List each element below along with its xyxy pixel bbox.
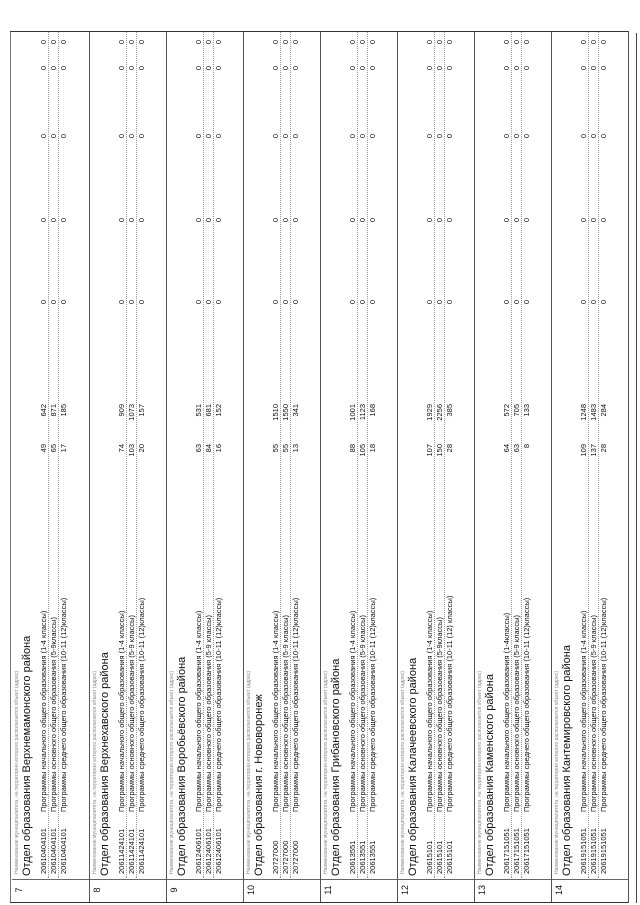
- classes-count: 28: [599, 444, 608, 453]
- students-count: 385: [445, 404, 454, 417]
- section-number: 7: [14, 887, 24, 893]
- table-row: [512, 32, 521, 902]
- value-cell: 0: [127, 218, 136, 223]
- row-separator: [203, 32, 204, 878]
- value-cell: 0: [194, 218, 203, 223]
- table-row: [59, 32, 68, 902]
- section-14: [551, 32, 629, 902]
- territory-code: 20617151051: [522, 828, 531, 874]
- department-name: Отдел образования Воробьёвского района: [176, 656, 188, 876]
- territory-code: 20613551: [358, 840, 367, 874]
- territory-code: 20613551: [368, 840, 377, 874]
- value-cell: 0: [579, 300, 588, 305]
- value-cell: 0: [271, 218, 280, 223]
- section-caption: Наименование муниципалитета, на территории которого располагается объект (адрес): [14, 670, 20, 874]
- value-cell: 0: [358, 66, 367, 71]
- value-cell: 0: [214, 218, 223, 223]
- value-cell: 0: [348, 300, 357, 305]
- classes-count: 17: [59, 444, 68, 453]
- value-cell: 0: [291, 134, 300, 139]
- section-caption: Наименование муниципалитета, на территории которого располагается объект (адрес): [246, 670, 252, 874]
- value-cell: 0: [194, 300, 203, 305]
- students-count: 157: [137, 404, 146, 417]
- table-row: [39, 32, 48, 902]
- value-cell: 0: [49, 66, 58, 71]
- department-name: Отдел образования г. Нововоронеж: [253, 694, 265, 876]
- value-cell: 0: [599, 66, 608, 71]
- territory-code: 20610404101: [49, 828, 58, 874]
- classes-count: 8: [522, 444, 531, 449]
- classes-count: 88: [348, 444, 357, 453]
- territory-code: 20615101: [435, 840, 444, 874]
- classes-count: 16: [214, 444, 223, 453]
- value-cell: 0: [579, 66, 588, 71]
- program-name: Программы основного общего образования (5-9классы): [49, 617, 58, 812]
- value-cell: 0: [127, 66, 136, 71]
- programs-table: [10, 31, 629, 903]
- program-name: Программы начального общего образования (1-4 классы): [117, 610, 126, 812]
- program-name: Программы среднего общего образования (10-11 (12)классы): [137, 597, 146, 812]
- value-cell: 0: [214, 40, 223, 45]
- territory-code: 20619151051: [579, 828, 588, 874]
- students-count: 284: [599, 404, 608, 417]
- classes-count: 65: [49, 444, 58, 453]
- section-number: 11: [323, 885, 333, 895]
- value-cell: 0: [522, 218, 531, 223]
- program-name: Программы начального общего образования (1-4 классы): [194, 610, 203, 812]
- section-number: 9: [169, 887, 179, 893]
- value-cell: 0: [194, 66, 203, 71]
- students-count: 1550: [281, 404, 290, 421]
- value-cell: 0: [281, 300, 290, 305]
- students-count: 341: [291, 404, 300, 417]
- students-count: 185: [59, 404, 68, 417]
- department-name: Отдел образования Кантемировского района: [561, 645, 573, 876]
- value-cell: 0: [194, 134, 203, 139]
- value-cell: 0: [368, 300, 377, 305]
- classes-count: 105: [358, 444, 367, 457]
- value-cell: 0: [435, 134, 444, 139]
- value-cell: 0: [445, 66, 454, 71]
- value-cell: 0: [512, 218, 521, 223]
- value-cell: 0: [502, 300, 511, 305]
- value-cell: 0: [599, 40, 608, 45]
- value-cell: 0: [137, 134, 146, 139]
- row-separator: [444, 32, 445, 878]
- value-cell: 0: [204, 218, 213, 223]
- value-cell: 0: [117, 134, 126, 139]
- classes-count: 13: [291, 444, 300, 453]
- value-cell: 0: [49, 134, 58, 139]
- students-count: 168: [368, 404, 377, 417]
- value-cell: 0: [445, 134, 454, 139]
- value-cell: 0: [204, 134, 213, 139]
- value-cell: 0: [589, 66, 598, 71]
- value-cell: 0: [522, 66, 531, 71]
- value-cell: 0: [445, 218, 454, 223]
- section-number: 13: [477, 885, 487, 896]
- students-count: 642: [39, 404, 48, 417]
- value-cell: 0: [291, 40, 300, 45]
- value-cell: 0: [435, 40, 444, 45]
- classes-count: 74: [117, 444, 126, 453]
- territory-code: 20611424101: [117, 828, 126, 874]
- value-cell: 0: [368, 134, 377, 139]
- students-count: 1510: [271, 404, 280, 421]
- value-cell: 0: [512, 66, 521, 71]
- program-name: Программы начального общего образования (1-4 классы): [271, 610, 280, 812]
- value-cell: 0: [425, 40, 434, 45]
- program-name: Программы среднего общего образования (10-11 (12)классы): [368, 597, 377, 812]
- section-9: [166, 32, 244, 902]
- value-cell: 0: [204, 40, 213, 45]
- value-cell: 0: [425, 300, 434, 305]
- students-count: 1929: [425, 404, 434, 421]
- program-name: Программы среднего общего образования (10-11 (12)классы): [59, 597, 68, 812]
- program-name: Программы среднего общего образования (10-11 (12) классы): [445, 595, 454, 812]
- territory-code: 20615101: [425, 840, 434, 874]
- value-cell: 0: [512, 40, 521, 45]
- value-cell: 0: [589, 218, 598, 223]
- value-cell: 0: [589, 40, 598, 45]
- value-cell: 0: [291, 66, 300, 71]
- program-name: Программы начального общего образования (1-4 классы): [348, 610, 357, 812]
- value-cell: 0: [127, 134, 136, 139]
- program-name: Программы среднего общего образования (10-11 (12)классы): [214, 597, 223, 812]
- classes-count: 63: [512, 444, 521, 453]
- students-count: 1248: [579, 404, 588, 421]
- territory-code: 20615101: [445, 840, 454, 874]
- classes-count: 137: [589, 444, 598, 457]
- value-cell: 0: [281, 134, 290, 139]
- territory-code: 20610404101: [59, 828, 68, 874]
- section-number: 8: [92, 887, 102, 893]
- value-cell: 0: [348, 40, 357, 45]
- classes-count: 49: [39, 444, 48, 453]
- value-cell: 0: [512, 134, 521, 139]
- value-cell: 0: [502, 218, 511, 223]
- value-cell: 0: [127, 300, 136, 305]
- territory-code: 20611424101: [137, 828, 146, 874]
- program-name: Программы основного общего образования (5-9 классы): [281, 614, 290, 812]
- students-count: 681: [204, 404, 213, 417]
- value-cell: 0: [49, 40, 58, 45]
- row-separator: [521, 32, 522, 878]
- value-cell: 0: [281, 66, 290, 71]
- row-separator: [434, 32, 435, 878]
- value-cell: 0: [502, 66, 511, 71]
- row-separator: [588, 32, 589, 878]
- section-11: [320, 32, 398, 902]
- value-cell: 0: [59, 300, 68, 305]
- classes-count: 20: [137, 444, 146, 453]
- table-row: [368, 32, 377, 902]
- value-cell: 0: [599, 134, 608, 139]
- table-row: [502, 32, 511, 902]
- classes-count: 84: [204, 444, 213, 453]
- value-cell: 0: [579, 218, 588, 223]
- section-13: [474, 32, 552, 902]
- table-row: [194, 32, 203, 902]
- section-caption: Наименование муниципалитета, на территории которого располагается объект (адрес): [554, 670, 560, 874]
- territory-code: 20727000: [271, 840, 280, 874]
- students-count: 1001: [348, 404, 357, 421]
- value-cell: 0: [579, 40, 588, 45]
- value-cell: 0: [271, 134, 280, 139]
- row-separator: [598, 32, 599, 878]
- table-row: [589, 32, 598, 902]
- territory-code: 20727000: [291, 840, 300, 874]
- classes-count: 55: [281, 444, 290, 453]
- table-row: [291, 32, 300, 902]
- value-cell: 0: [425, 66, 434, 71]
- section-12: [397, 32, 475, 902]
- row-separator: [126, 32, 127, 878]
- value-cell: 0: [59, 134, 68, 139]
- value-cell: 0: [281, 218, 290, 223]
- students-count: 1483: [589, 404, 598, 421]
- value-cell: 0: [117, 40, 126, 45]
- territory-code: 20612406101: [194, 828, 203, 874]
- territory-code: 20612406101: [204, 828, 213, 874]
- territory-code: 20610404101: [39, 828, 48, 874]
- value-cell: 0: [117, 300, 126, 305]
- students-count: 909: [117, 404, 126, 417]
- value-cell: 0: [348, 218, 357, 223]
- value-cell: 0: [194, 40, 203, 45]
- row-separator: [357, 32, 358, 878]
- value-cell: 0: [425, 134, 434, 139]
- program-name: Программы начального общего образования (1-4классы): [502, 612, 511, 812]
- row-separator: [213, 32, 214, 878]
- value-cell: 0: [204, 66, 213, 71]
- value-cell: 0: [49, 218, 58, 223]
- value-cell: 0: [137, 66, 146, 71]
- value-cell: 0: [214, 134, 223, 139]
- value-cell: 0: [39, 134, 48, 139]
- territory-code: 20611424101: [127, 828, 136, 874]
- value-cell: 0: [348, 66, 357, 71]
- table-row: [281, 32, 290, 902]
- table-row: [599, 32, 608, 902]
- territory-code: 20727000: [281, 840, 290, 874]
- value-cell: 0: [445, 40, 454, 45]
- students-count: 2256: [435, 404, 444, 421]
- value-cell: 0: [368, 218, 377, 223]
- value-cell: 0: [291, 300, 300, 305]
- program-name: Программы начального общего образования (1-4 классы): [425, 610, 434, 812]
- program-name: Программы начального общего образования (1-4 классы): [579, 610, 588, 812]
- value-cell: 0: [59, 66, 68, 71]
- section-number: 14: [554, 885, 564, 896]
- department-name: Отдел образования Каменского района: [484, 674, 496, 876]
- value-cell: 0: [425, 218, 434, 223]
- value-cell: 0: [127, 40, 136, 45]
- value-cell: 0: [502, 40, 511, 45]
- table-top-line: [10, 32, 11, 902]
- value-cell: 0: [579, 134, 588, 139]
- department-name: Отдел образования Верхнехавского района: [99, 652, 111, 876]
- value-cell: 0: [435, 218, 444, 223]
- table-row: [49, 32, 58, 902]
- table-row: [579, 32, 588, 902]
- territory-code: 20617151051: [502, 828, 511, 874]
- value-cell: 0: [358, 40, 367, 45]
- classes-count: 150: [435, 444, 444, 457]
- section-number: 12: [400, 885, 410, 896]
- students-count: 1073: [127, 404, 136, 421]
- department-name: Отдел образования Грибановского района: [330, 658, 342, 876]
- section-caption: Наименование муниципалитета, на территории которого располагается объект (адрес): [400, 670, 406, 874]
- row-separator: [280, 32, 281, 878]
- value-cell: 0: [599, 218, 608, 223]
- value-cell: 0: [204, 300, 213, 305]
- value-cell: 0: [137, 218, 146, 223]
- table-row: [358, 32, 367, 902]
- row-separator: [511, 32, 512, 878]
- value-cell: 0: [358, 134, 367, 139]
- table-row: [214, 32, 223, 902]
- value-cell: 0: [39, 300, 48, 305]
- section-8: [89, 32, 167, 902]
- table-row: [204, 32, 213, 902]
- value-cell: 0: [271, 40, 280, 45]
- value-cell: 0: [137, 40, 146, 45]
- value-cell: 0: [445, 300, 454, 305]
- page-footer: [628, 33, 637, 903]
- classes-count: 55: [271, 444, 280, 453]
- students-count: 871: [49, 404, 58, 417]
- section-number: 10: [246, 885, 256, 896]
- students-count: 531: [194, 404, 203, 417]
- value-cell: 0: [271, 66, 280, 71]
- classes-count: 28: [445, 444, 454, 453]
- value-cell: 0: [59, 218, 68, 223]
- row-separator: [136, 32, 137, 878]
- value-cell: 0: [39, 66, 48, 71]
- value-cell: 0: [49, 300, 58, 305]
- section-caption: Наименование муниципалитета, на территории которого располагается объект (адрес): [323, 670, 329, 874]
- value-cell: 0: [502, 134, 511, 139]
- territory-code: 20612406101: [214, 828, 223, 874]
- value-cell: 0: [589, 134, 598, 139]
- section-caption: Наименование муниципалитета, на территории которого располагается объект (адрес): [92, 670, 98, 874]
- value-cell: 0: [348, 134, 357, 139]
- value-cell: 0: [39, 218, 48, 223]
- students-count: 705: [512, 404, 521, 417]
- territory-code: 20619151051: [599, 828, 608, 874]
- table-row: [445, 32, 454, 902]
- classes-count: 64: [502, 444, 511, 453]
- value-cell: 0: [589, 300, 598, 305]
- program-name: Программы среднего общего образования (10-11 (12)классы): [291, 597, 300, 812]
- section-7: [12, 32, 89, 902]
- program-name: Программы среднего общего образования (10-11 (12)классы): [599, 597, 608, 812]
- students-count: 152: [214, 404, 223, 417]
- classes-count: 18: [368, 444, 377, 453]
- table-row: [117, 32, 126, 902]
- row-separator: [48, 32, 49, 878]
- department-name: Отдел образования Калачеевского района: [407, 657, 419, 876]
- territory-code: 20619151051: [589, 828, 598, 874]
- table-row: [137, 32, 146, 902]
- value-cell: 0: [281, 40, 290, 45]
- value-cell: 0: [368, 66, 377, 71]
- value-cell: 0: [117, 218, 126, 223]
- program-name: Программы основного общего образования (5-9 классы): [589, 614, 598, 812]
- program-name: Программы основного общего образования (5-9 классы): [127, 614, 136, 812]
- program-name: Программы основного общего образования (5-9 классы): [358, 614, 367, 812]
- program-name: Программы среднего общего образования (10-11 (12)классы): [522, 597, 531, 812]
- value-cell: 0: [39, 40, 48, 45]
- classes-count: 109: [579, 444, 588, 457]
- value-cell: 0: [137, 300, 146, 305]
- value-cell: 0: [271, 300, 280, 305]
- students-count: 133: [522, 404, 531, 417]
- value-cell: 0: [599, 300, 608, 305]
- students-count: 1123: [358, 404, 367, 421]
- department-name: Отдел образования Верхнемамонского района: [21, 635, 33, 876]
- value-cell: 0: [59, 40, 68, 45]
- students-count: 572: [502, 404, 511, 417]
- value-cell: 0: [368, 40, 377, 45]
- value-cell: 0: [291, 218, 300, 223]
- classes-count: 103: [127, 444, 136, 457]
- program-name: Программы основного общего образования (5-9классы): [435, 617, 444, 812]
- value-cell: 0: [214, 66, 223, 71]
- classes-count: 63: [194, 444, 203, 453]
- row-separator: [367, 32, 368, 878]
- table-row: [271, 32, 280, 902]
- table-row: [522, 32, 531, 902]
- table-row: [435, 32, 444, 902]
- value-cell: 0: [358, 218, 367, 223]
- table-row: [127, 32, 136, 902]
- section-caption: Наименование муниципалитета, на территории которого располагается объект (адрес): [477, 670, 483, 874]
- value-cell: 0: [512, 300, 521, 305]
- row-separator: [290, 32, 291, 878]
- value-cell: 0: [435, 66, 444, 71]
- program-name: Программы основного общего образования (5-9 классы): [204, 614, 213, 812]
- value-cell: 0: [522, 134, 531, 139]
- value-cell: 0: [522, 40, 531, 45]
- value-cell: 0: [522, 300, 531, 305]
- program-name: Программы основного общего образования (5-9 классы): [512, 614, 521, 812]
- row-separator: [58, 32, 59, 878]
- program-name: Программы начального общего образования (1-4 классы): [39, 610, 48, 812]
- table-row: [348, 32, 357, 902]
- territory-code: 20617151051: [512, 828, 521, 874]
- classes-count: 107: [425, 444, 434, 457]
- section-caption: Наименование муниципалитета, на территории которого располагается объект (адрес): [169, 670, 175, 874]
- section-10: [243, 32, 321, 902]
- table-row: [425, 32, 434, 902]
- value-cell: 0: [117, 66, 126, 71]
- value-cell: 0: [214, 300, 223, 305]
- value-cell: 0: [435, 300, 444, 305]
- value-cell: 0: [358, 300, 367, 305]
- territory-code: 20613551: [348, 840, 357, 874]
